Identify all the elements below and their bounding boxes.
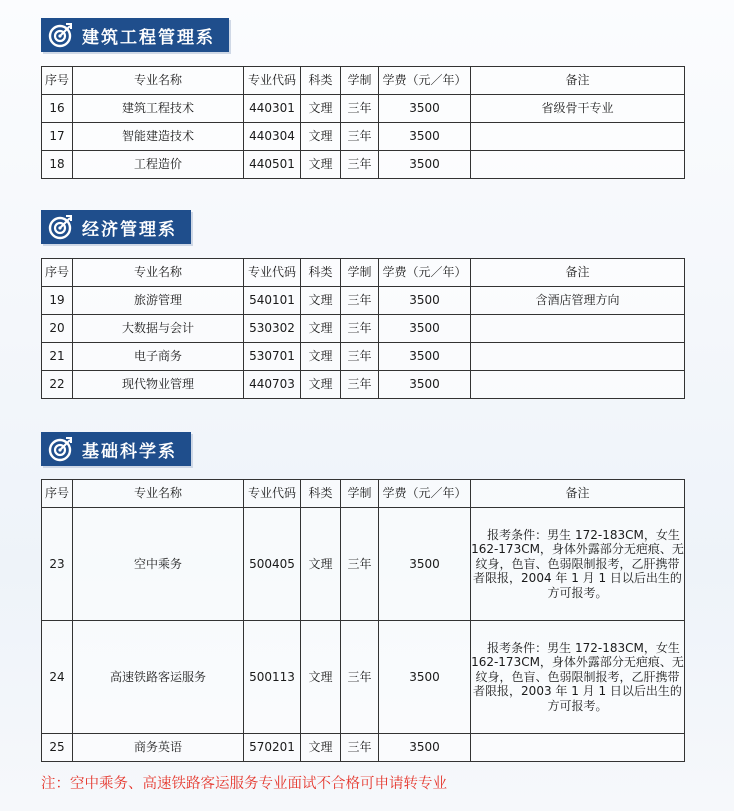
cell-years: 三年 bbox=[341, 734, 379, 762]
col-header-no: 序号 bbox=[42, 480, 73, 508]
cell-note bbox=[471, 343, 685, 371]
table-row bbox=[42, 151, 685, 179]
cell-type: 文理 bbox=[301, 315, 341, 343]
col-header-name: 专业名称 bbox=[73, 259, 244, 287]
col-header-fee: 学费（元／年） bbox=[379, 480, 471, 508]
cell-no: 17 bbox=[42, 123, 73, 151]
cell-note bbox=[471, 123, 685, 151]
section-header-economics bbox=[41, 210, 191, 244]
cell-code: 440304 bbox=[244, 123, 301, 151]
cell-code: 440301 bbox=[244, 95, 301, 123]
cell-note: 报考条件：男生 172-183CM，女生 162-173CM，身体外露部分无疤痕、无纹身，色盲、色弱限制报考，乙肝携带者限报，2003 年 1 月 1 日以后出生的方可报考。 bbox=[471, 621, 685, 734]
cell-name: 旅游管理 bbox=[73, 287, 244, 315]
table-row bbox=[42, 343, 685, 371]
col-header-type: 科类 bbox=[301, 67, 341, 95]
table-row bbox=[42, 287, 685, 315]
col-header-years: 学制 bbox=[341, 259, 379, 287]
cell-no: 21 bbox=[42, 343, 73, 371]
col-header-type: 科类 bbox=[301, 480, 341, 508]
section-header-basic-sciences bbox=[41, 432, 191, 466]
table-header-row bbox=[42, 480, 685, 508]
cell-note: 省级骨干专业 bbox=[471, 95, 685, 123]
cell-name: 大数据与会计 bbox=[73, 315, 244, 343]
col-header-note: 备注 bbox=[471, 67, 685, 95]
section-title: 经济管理系 bbox=[82, 219, 177, 240]
cell-type: 文理 bbox=[301, 95, 341, 123]
cell-name: 工程造价 bbox=[73, 151, 244, 179]
cell-code: 500113 bbox=[244, 621, 301, 734]
cell-code: 570201 bbox=[244, 734, 301, 762]
cell-code: 440501 bbox=[244, 151, 301, 179]
cell-years: 三年 bbox=[341, 151, 379, 179]
col-header-years: 学制 bbox=[341, 480, 379, 508]
table-row bbox=[42, 95, 685, 123]
majors-table-economics bbox=[41, 258, 685, 399]
cell-name: 智能建造技术 bbox=[73, 123, 244, 151]
cell-years: 三年 bbox=[341, 123, 379, 151]
col-header-years: 学制 bbox=[341, 67, 379, 95]
col-header-fee: 学费（元／年） bbox=[379, 259, 471, 287]
col-header-no: 序号 bbox=[42, 259, 73, 287]
table-row bbox=[42, 315, 685, 343]
cell-fee: 3500 bbox=[379, 343, 471, 371]
cell-fee: 3500 bbox=[379, 151, 471, 179]
section-title: 建筑工程管理系 bbox=[82, 27, 215, 48]
majors-table-architecture bbox=[41, 66, 685, 179]
cell-name: 空中乘务 bbox=[73, 508, 244, 621]
cell-name: 建筑工程技术 bbox=[73, 95, 244, 123]
col-header-type: 科类 bbox=[301, 259, 341, 287]
cell-type: 文理 bbox=[301, 287, 341, 315]
col-header-code: 专业代码 bbox=[244, 259, 301, 287]
cell-type: 文理 bbox=[301, 734, 341, 762]
cell-name: 商务英语 bbox=[73, 734, 244, 762]
cell-years: 三年 bbox=[341, 95, 379, 123]
section-title: 基础科学系 bbox=[82, 441, 177, 462]
col-header-no: 序号 bbox=[42, 67, 73, 95]
cell-no: 23 bbox=[42, 508, 73, 621]
table-header-row bbox=[42, 259, 685, 287]
cell-type: 文理 bbox=[301, 151, 341, 179]
cell-type: 文理 bbox=[301, 123, 341, 151]
table-row bbox=[42, 734, 685, 762]
cell-fee: 3500 bbox=[379, 734, 471, 762]
cell-fee: 3500 bbox=[379, 621, 471, 734]
cell-no: 24 bbox=[42, 621, 73, 734]
col-header-note: 备注 bbox=[471, 480, 685, 508]
cell-type: 文理 bbox=[301, 508, 341, 621]
cell-no: 25 bbox=[42, 734, 73, 762]
cell-years: 三年 bbox=[341, 508, 379, 621]
cell-type: 文理 bbox=[301, 343, 341, 371]
majors-table-basic-sciences bbox=[41, 479, 685, 762]
cell-no: 20 bbox=[42, 315, 73, 343]
cell-no: 19 bbox=[42, 287, 73, 315]
table-header-row bbox=[42, 67, 685, 95]
col-header-name: 专业名称 bbox=[73, 480, 244, 508]
col-header-fee: 学费（元／年） bbox=[379, 67, 471, 95]
cell-years: 三年 bbox=[341, 343, 379, 371]
col-header-note: 备注 bbox=[471, 259, 685, 287]
cell-fee: 3500 bbox=[379, 287, 471, 315]
cell-code: 500405 bbox=[244, 508, 301, 621]
cell-code: 530302 bbox=[244, 315, 301, 343]
table-row bbox=[42, 123, 685, 151]
cell-code: 440703 bbox=[244, 371, 301, 399]
table-row bbox=[42, 371, 685, 399]
cell-name: 现代物业管理 bbox=[73, 371, 244, 399]
cell-fee: 3500 bbox=[379, 315, 471, 343]
cell-note bbox=[471, 371, 685, 399]
cell-type: 文理 bbox=[301, 621, 341, 734]
cell-code: 540101 bbox=[244, 287, 301, 315]
col-header-name: 专业名称 bbox=[73, 67, 244, 95]
cell-no: 22 bbox=[42, 371, 73, 399]
cell-note: 报考条件：男生 172-183CM，女生 162-173CM，身体外露部分无疤痕、无纹身，色盲、色弱限制报考，乙肝携带者限报，2004 年 1 月 1 日以后出生的方可报考。 bbox=[471, 508, 685, 621]
table-row bbox=[42, 508, 685, 621]
target-arrow-icon bbox=[47, 22, 73, 48]
col-header-code: 专业代码 bbox=[244, 480, 301, 508]
cell-type: 文理 bbox=[301, 371, 341, 399]
cell-no: 16 bbox=[42, 95, 73, 123]
cell-years: 三年 bbox=[341, 315, 379, 343]
cell-note: 含酒店管理方向 bbox=[471, 287, 685, 315]
cell-years: 三年 bbox=[341, 371, 379, 399]
cell-note bbox=[471, 151, 685, 179]
cell-fee: 3500 bbox=[379, 123, 471, 151]
cell-note bbox=[471, 734, 685, 762]
cell-code: 530701 bbox=[244, 343, 301, 371]
table-row bbox=[42, 621, 685, 734]
cell-years: 三年 bbox=[341, 621, 379, 734]
cell-fee: 3500 bbox=[379, 508, 471, 621]
target-arrow-icon bbox=[47, 436, 73, 462]
cell-fee: 3500 bbox=[379, 371, 471, 399]
col-header-code: 专业代码 bbox=[244, 67, 301, 95]
cell-no: 18 bbox=[42, 151, 73, 179]
cell-fee: 3500 bbox=[379, 95, 471, 123]
cell-note bbox=[471, 315, 685, 343]
target-arrow-icon bbox=[47, 214, 73, 240]
cell-name: 高速铁路客运服务 bbox=[73, 621, 244, 734]
cell-name: 电子商务 bbox=[73, 343, 244, 371]
cell-years: 三年 bbox=[341, 287, 379, 315]
section-header-architecture bbox=[41, 18, 229, 52]
footnote: 注：空中乘务、高速铁路客运服务专业面试不合格可申请转专业 bbox=[41, 776, 447, 792]
